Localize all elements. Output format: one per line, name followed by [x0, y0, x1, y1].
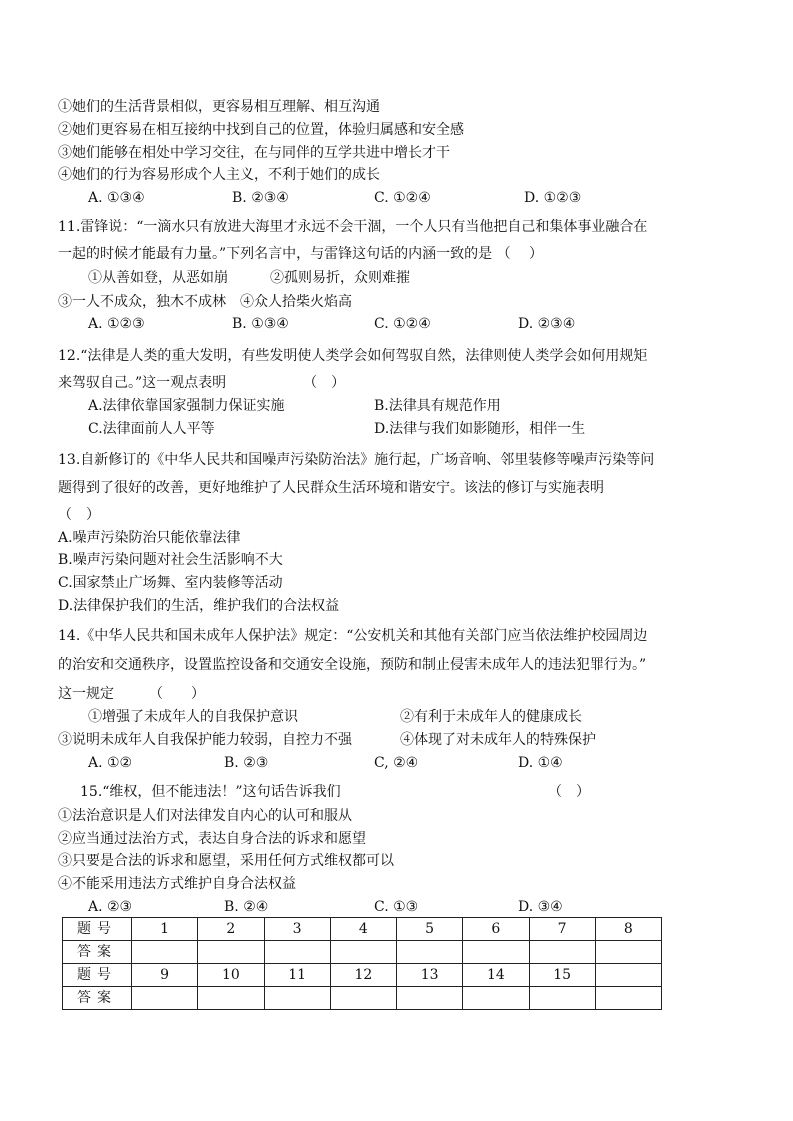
q13-stem-line3: （ ） [58, 507, 100, 523]
q11-option-d: D. ②③④ [518, 316, 576, 332]
question-number-cell: 14 [463, 964, 529, 987]
q12-option-d: D.法律与我们如影随形，相伴一生 [374, 421, 586, 437]
table-row [63, 964, 662, 987]
question-number-cell: 13 [397, 964, 463, 987]
q15-option-d: D. ③④ [518, 899, 563, 915]
answer-cell[interactable] [397, 987, 463, 1010]
q15-stem: 15.“维权，但不能违法！”这句话告诉我们 [80, 784, 341, 800]
q12-stem-line1: 12.“法律是人类的重大发明，有些发明使人类学会如何驾驭自然，法律则使人类学会如何用规矩 [58, 348, 648, 364]
answer-cell[interactable] [264, 941, 330, 964]
q14-stem-line2: 的治安和交通秩序，设置监控设备和交通安全设施，预防和制止侵害未成年人的违法犯罪行为。” [58, 657, 647, 673]
q15-answer-paren: （ ） [548, 784, 590, 800]
answer-cell[interactable] [198, 941, 264, 964]
q11-items-line1: ①从善如登，从恶如崩 ②孤则易折，众则难摧 [88, 270, 410, 286]
q10-option-c: C. ①②④ [374, 190, 431, 206]
q12-option-a: A.法律依靠国家强制力保证实施 [88, 398, 285, 414]
question-number-cell: 6 [463, 918, 529, 941]
q15-option-c: C. ①③ [374, 899, 419, 915]
q13-option-b: B.噪声污染问题对社会生活影响不大 [58, 552, 283, 568]
question-number-cell: 11 [264, 964, 330, 987]
question-number-cell [595, 964, 661, 987]
answer-cell[interactable] [198, 987, 264, 1010]
answer-cell[interactable] [132, 987, 198, 1010]
q13-stem-line1: 13.自新修订的《中华人民共和国噪声污染防治法》施行起，广场音响、邻里装修等噪声污染等问 [58, 452, 655, 468]
q11-option-c: C. ①②④ [374, 316, 431, 332]
answer-cell[interactable] [264, 987, 330, 1010]
q14-item-4: ④体现了对未成年人的特殊保护 [400, 732, 596, 748]
table-row [63, 987, 662, 1010]
question-number-cell: 8 [595, 918, 661, 941]
answer-cell[interactable] [529, 941, 595, 964]
q10-option-b: B. ②③④ [232, 190, 289, 206]
question-number-cell: 3 [264, 918, 330, 941]
q10-item-1: ①她们的生活背景相似，更容易相互理解、相互沟通 [58, 99, 380, 115]
answer-cell[interactable] [529, 987, 595, 1010]
q12-stem-line2: 来驾驭自己。”这一观点表明 （ ） [58, 375, 346, 391]
q14-option-b: B. ②③ [224, 755, 269, 771]
q15-item-2: ②应当通过法治方式，表达自身合法的诉求和愿望 [58, 831, 366, 847]
answer-cell[interactable] [595, 987, 661, 1010]
q15-item-3: ③只要是合法的诉求和愿望，采用任何方式维权都可以 [58, 853, 394, 869]
q14-stem-line3: 这一规定 （ ） [58, 686, 205, 702]
question-number-cell: 12 [330, 964, 396, 987]
answer-cell[interactable] [330, 941, 396, 964]
q14-option-a: A. ①② [88, 755, 133, 771]
q13-option-d: D.法律保护我们的生活，维护我们的合法权益 [58, 598, 340, 614]
q12-option-c: C.法律面前人人平等 [88, 421, 215, 437]
q15-option-a: A. ②③ [88, 899, 133, 915]
q11-option-a: A. ①②③ [88, 316, 145, 332]
q11-stem-line2: 一起的时候才能最有力量。”下列名言中，与雷锋这句话的内涵一致的是 （ ） [58, 246, 544, 262]
q14-option-d: D. ①④ [518, 755, 563, 771]
q12-option-b: B.法律具有规范作用 [374, 398, 501, 414]
q15-item-1: ①法治意识是人们对法律发自内心的认可和服从 [58, 808, 352, 824]
q14-stem-line1: 14.《中华人民共和国未成年人保护法》规定：“公安机关和其他有关部门应当依法维护校园周边 [58, 628, 648, 644]
q15-item-4: ④不能采用违法方式维护自身合法权益 [58, 876, 296, 892]
question-number-label: 题号 [63, 918, 132, 941]
answer-cell[interactable] [132, 941, 198, 964]
q11-stem-line1: 11.雷锋说：“一滴水只有放进大海里才永远不会干涸，一个人只有当他把自己和集体事业融合在 [58, 219, 648, 235]
q14-item-2: ②有利于未成年人的健康成长 [400, 709, 582, 725]
question-number-label: 题号 [63, 964, 132, 987]
q14-item-1: ①增强了未成年人的自我保护意识 [88, 709, 298, 725]
question-number-cell: 15 [529, 964, 595, 987]
question-number-cell: 5 [397, 918, 463, 941]
answer-cell[interactable] [463, 987, 529, 1010]
answer-cell[interactable] [463, 941, 529, 964]
question-number-cell: 7 [529, 918, 595, 941]
q10-item-3: ③她们能够在相处中学习交往，在与同伴的互学共进中增长才干 [58, 145, 450, 161]
q10-option-a: A. ①③④ [88, 190, 145, 206]
table-row [63, 918, 662, 941]
answer-cell[interactable] [595, 941, 661, 964]
answer-cell[interactable] [330, 987, 396, 1010]
answer-cell[interactable] [397, 941, 463, 964]
answer-label: 答案 [63, 987, 132, 1010]
question-number-cell: 2 [198, 918, 264, 941]
q11-items-line2: ③一人不成众，独木不成林 ④众人拾柴火焰高 [58, 294, 352, 310]
q13-option-a: A.噪声污染防治只能依靠法律 [58, 530, 241, 546]
question-number-cell: 1 [132, 918, 198, 941]
q10-item-2: ②她们更容易在相互接纳中找到自己的位置，体验归属感和安全感 [58, 122, 464, 138]
table-row [63, 941, 662, 964]
q14-option-c: C, ②④ [374, 755, 419, 771]
answer-label: 答案 [63, 941, 132, 964]
q15-option-b: B. ②④ [224, 899, 269, 915]
question-number-cell: 9 [132, 964, 198, 987]
q13-option-c: C.国家禁止广场舞、室内装修等活动 [58, 575, 283, 591]
answer-table [62, 917, 662, 1010]
question-number-cell: 10 [198, 964, 264, 987]
q13-stem-line2: 题得到了很好的改善，更好地维护了人民群众生活环境和谐安宁。该法的修订与实施表明 [58, 480, 604, 496]
q10-option-d: D. ①②③ [524, 190, 582, 206]
question-number-cell: 4 [330, 918, 396, 941]
q10-item-4: ④她们的行为容易形成个人主义，不利于她们的成长 [58, 167, 380, 183]
q14-item-3: ③说明未成年人自我保护能力较弱，自控力不强 [58, 732, 352, 748]
q11-option-b: B. ①③④ [232, 316, 289, 332]
